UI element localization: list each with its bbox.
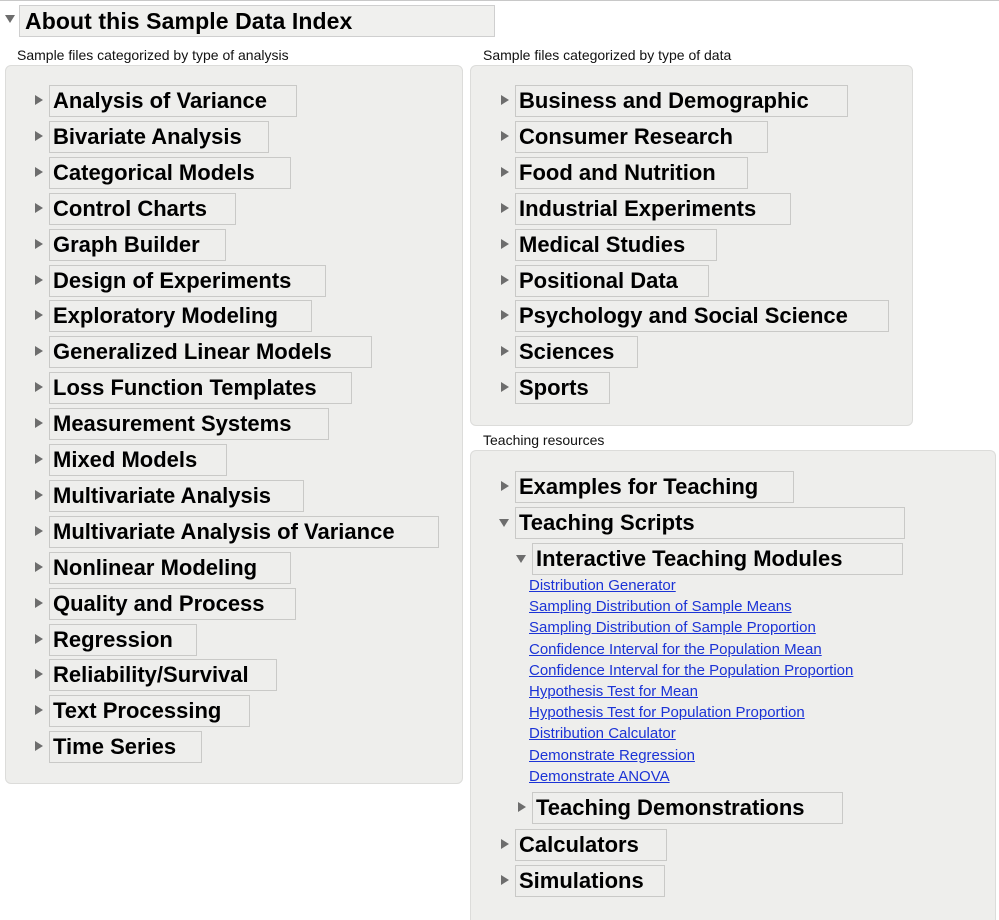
outline-header[interactable]	[19, 5, 495, 37]
analysis-item-label: Design of Experiments	[53, 267, 292, 293]
teaching-module-link[interactable]: Confidence Interval for the Population Mean	[529, 640, 822, 658]
expand-icon[interactable]	[35, 526, 43, 536]
expand-icon[interactable]	[35, 275, 43, 285]
data-type-item-title[interactable]	[515, 229, 717, 261]
data-type-item-title[interactable]	[515, 121, 768, 153]
analysis-item-title[interactable]	[49, 624, 197, 656]
data-type-item-label: Consumer Research	[519, 123, 733, 149]
analysis-section-label: Sample files categorized by type of analysis	[17, 47, 289, 63]
interactive-teaching-modules-title[interactable]	[532, 543, 903, 575]
analysis-item-title[interactable]	[49, 516, 439, 548]
teaching-module-link[interactable]: Confidence Interval for the Population Proportion	[529, 661, 854, 679]
analysis-item-label: Categorical Models	[53, 159, 255, 185]
collapse-icon[interactable]	[516, 555, 526, 563]
expand-icon[interactable]	[35, 131, 43, 141]
analysis-item-label: Regression	[53, 626, 173, 652]
analysis-item-title[interactable]	[49, 444, 227, 476]
analysis-item-title[interactable]	[49, 157, 291, 189]
teaching-module-link[interactable]: Sampling Distribution of Sample Proportion	[529, 619, 816, 637]
analysis-item-title[interactable]	[49, 659, 277, 691]
analysis-item-title[interactable]	[49, 695, 250, 727]
teaching-module-link[interactable]: Demonstrate ANOVA	[529, 767, 670, 785]
teaching-section-label: Teaching resources	[483, 432, 605, 448]
teaching-demonstrations-title[interactable]	[532, 792, 843, 824]
analysis-item-title[interactable]	[49, 265, 326, 297]
analysis-item-title[interactable]	[49, 372, 352, 404]
analysis-item-title[interactable]	[49, 121, 269, 153]
analysis-item-title[interactable]	[49, 336, 372, 368]
expand-icon[interactable]	[501, 346, 509, 356]
data-type-item-title[interactable]	[515, 85, 848, 117]
data-type-item-label: Positional Data	[519, 267, 678, 293]
data-type-item-title[interactable]	[515, 157, 748, 189]
data-type-item-label: Sports	[519, 375, 589, 401]
top-divider	[0, 0, 999, 1]
analysis-item-title[interactable]	[49, 731, 202, 763]
data-type-item-label: Industrial Experiments	[519, 195, 757, 221]
expand-icon[interactable]	[35, 239, 43, 249]
analysis-item-label: Reliability/Survival	[53, 662, 249, 688]
teaching-scripts-title[interactable]	[515, 507, 905, 539]
examples-for-teaching-title[interactable]	[515, 471, 794, 503]
examples-for-teaching-label: Examples for Teaching	[519, 474, 759, 499]
expand-icon[interactable]	[35, 705, 43, 715]
analysis-item-label: Bivariate Analysis	[53, 123, 242, 149]
expand-icon[interactable]	[35, 741, 43, 751]
expand-icon[interactable]	[35, 382, 43, 392]
expand-icon[interactable]	[35, 418, 43, 428]
analysis-item-title[interactable]	[49, 229, 226, 261]
expand-icon[interactable]	[518, 802, 526, 812]
analysis-item-label: Time Series	[53, 734, 177, 760]
data-type-section-label: Sample files categorized by type of data	[483, 47, 732, 63]
data-type-item-label: Food and Nutrition	[519, 159, 716, 185]
expand-icon[interactable]	[35, 310, 43, 320]
analysis-item-title[interactable]	[49, 85, 297, 117]
analysis-item-label: Nonlinear Modeling	[53, 554, 258, 580]
expand-icon[interactable]	[501, 167, 509, 177]
data-type-item-title[interactable]	[515, 300, 889, 332]
expand-icon[interactable]	[35, 95, 43, 105]
analysis-item-title[interactable]	[49, 193, 236, 225]
page-title: About this Sample Data Index	[25, 8, 353, 34]
expand-icon[interactable]	[35, 562, 43, 572]
analysis-item-title[interactable]	[49, 552, 291, 584]
simulations-title[interactable]	[515, 865, 665, 897]
teaching-module-link[interactable]: Demonstrate Regression	[529, 746, 695, 764]
analysis-item-label: Generalized Linear Models	[53, 339, 332, 365]
data-type-item-label: Business and Demographic	[519, 88, 809, 113]
expand-icon[interactable]	[501, 481, 509, 491]
teaching-module-link[interactable]: Hypothesis Test for Population Proportion	[529, 704, 805, 722]
expand-icon[interactable]	[501, 239, 509, 249]
expand-icon[interactable]	[35, 669, 43, 679]
expand-icon[interactable]	[35, 167, 43, 177]
expand-icon[interactable]	[501, 275, 509, 285]
expand-icon[interactable]	[35, 490, 43, 500]
analysis-item-label: Multivariate Analysis	[53, 482, 272, 508]
data-type-item-title[interactable]	[515, 265, 709, 297]
analysis-item-label: Exploratory Modeling	[53, 303, 278, 329]
expand-icon[interactable]	[501, 382, 509, 392]
teaching-scripts-label: Teaching Scripts	[519, 510, 695, 535]
expand-icon[interactable]	[501, 875, 509, 885]
calculators-label: Calculators	[519, 832, 639, 857]
simulations-label: Simulations	[519, 868, 644, 893]
analysis-item-label: Mixed Models	[53, 447, 198, 472]
data-type-item-label: Psychology and Social Science	[519, 303, 848, 329]
header-disclosure-icon[interactable]	[5, 15, 15, 23]
analysis-item-title[interactable]	[49, 408, 329, 440]
calculators-title[interactable]	[515, 829, 667, 861]
analysis-item-label: Loss Function Templates	[53, 375, 317, 401]
collapse-icon[interactable]	[499, 519, 509, 527]
interactive-teaching-modules-label: Interactive Teaching Modules	[536, 546, 843, 571]
analysis-item-label: Text Processing	[53, 698, 222, 724]
expand-icon[interactable]	[501, 203, 509, 213]
analysis-item-label: Analysis of Variance	[53, 88, 267, 113]
analysis-item-label: Quality and Process	[53, 590, 265, 616]
data-type-item-title[interactable]	[515, 372, 610, 404]
data-type-item-label: Medical Studies	[519, 231, 686, 257]
expand-icon[interactable]	[501, 131, 509, 141]
expand-icon[interactable]	[35, 346, 43, 356]
analysis-item-title[interactable]	[49, 480, 304, 512]
data-type-item-title[interactable]	[515, 336, 638, 368]
analysis-item-title[interactable]	[49, 588, 296, 620]
teaching-module-link[interactable]: Sampling Distribution of Sample Means	[529, 598, 792, 616]
teaching-module-link[interactable]: Distribution Calculator	[529, 725, 676, 743]
analysis-item-title[interactable]	[49, 300, 312, 332]
expand-icon[interactable]	[501, 839, 509, 849]
expand-icon[interactable]	[35, 634, 43, 644]
expand-icon[interactable]	[35, 454, 43, 464]
analysis-item-label: Multivariate Analysis of Variance	[53, 518, 395, 544]
analysis-item-label: Control Charts	[53, 195, 207, 221]
expand-icon[interactable]	[501, 310, 509, 320]
teaching-demonstrations-label: Teaching Demonstrations	[536, 795, 805, 820]
analysis-item-label: Measurement Systems	[53, 411, 292, 437]
analysis-item-label: Graph Builder	[53, 231, 200, 257]
data-type-item-label: Sciences	[519, 339, 615, 365]
expand-icon[interactable]	[501, 95, 509, 105]
expand-icon[interactable]	[35, 598, 43, 608]
expand-icon[interactable]	[35, 203, 43, 213]
teaching-module-link[interactable]: Hypothesis Test for Mean	[529, 683, 698, 700]
teaching-module-link[interactable]: Distribution Generator	[529, 577, 676, 594]
data-type-item-title[interactable]	[515, 193, 791, 225]
